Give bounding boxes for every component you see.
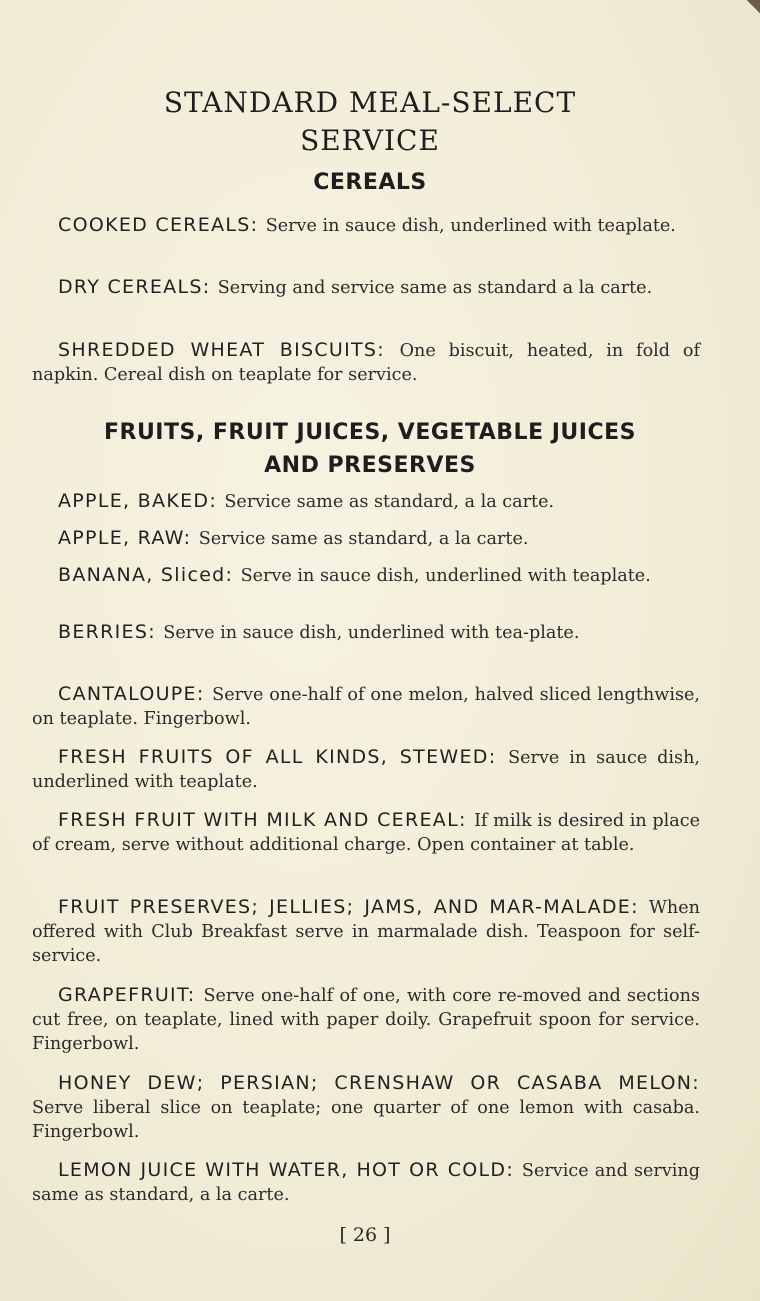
entry-text: Serve in sauce dish, underlined with teaplate. xyxy=(240,566,651,586)
entry-apple-baked: APPLE, BAKED: Service same as standard, a la carte. xyxy=(58,490,555,512)
section-heading-fruits-line-2: AND PRESERVES xyxy=(264,453,476,478)
entry-term: COOKED CEREALS xyxy=(58,214,251,236)
entry-term: FRUIT PRESERVES; JELLIES; JAMS, AND MAR-MALADE xyxy=(58,896,632,918)
entry-term: HONEY DEW; PERSIAN; CRENSHAW OR CASABA MELON xyxy=(58,1072,693,1094)
entry-dry-cereals: DRY CEREALS: Serving and service same as standard a la carte. xyxy=(58,276,653,298)
entry-fresh-fruits-stewed: FRESH FRUITS OF ALL KINDS, STEWED: Serve in sauce dish, underlined with teaplate. xyxy=(32,746,700,792)
entry-term: BERRIES xyxy=(58,621,149,643)
entry-apple-raw: APPLE, RAW: Service same as standard, a la carte. xyxy=(58,527,529,549)
entry-text: Service and serving same as standard, a la carte. xyxy=(32,1161,700,1205)
entry-shredded-wheat: SHREDDED WHEAT BISCUITS: One biscuit, heated, in fold of napkin. Cereal dish on teaplate for service. xyxy=(32,339,701,385)
entry-melons: HONEY DEW; PERSIAN; CRENSHAW OR CASABA MELON: Serve liberal slice on teaplate; one quarter of one lemon with casaba. Fingerbowl. xyxy=(32,1072,700,1142)
entry-term: APPLE, RAW xyxy=(58,527,184,549)
entry-term: BANANA, Sliced xyxy=(58,564,226,586)
entry-text: Serve in sauce dish, underlined with teaplate. xyxy=(265,216,676,236)
entry-text: When offered with Club Breakfast serve in marmalade dish. Teaspoon for self-service. xyxy=(32,898,700,966)
entry-banana: BANANA, Sliced: Serve in sauce dish, underlined with teaplate. xyxy=(58,564,651,586)
entry-term: FRESH FRUITS OF ALL KINDS, STEWED xyxy=(58,746,489,768)
section-heading-cereals: CEREALS xyxy=(313,170,427,195)
entry-text: Serve one-half of one melon, halved sliced lengthwise, on teaplate. Fingerbowl. xyxy=(32,685,701,729)
entry-text: Serve liberal slice on teaplate; one quarter of one lemon with casaba. Fingerbowl. xyxy=(32,1098,700,1142)
page-title-line-2: SERVICE xyxy=(300,124,440,157)
entry-berries: BERRIES: Serve in sauce dish, underlined with tea-plate. xyxy=(58,621,580,643)
entry-lemon-juice: LEMON JUICE WITH WATER, HOT OR COLD: Service and serving same as standard, a la carte. xyxy=(32,1159,700,1205)
entry-term: APPLE, BAKED xyxy=(58,490,210,512)
entry-term: SHREDDED WHEAT BISCUITS xyxy=(58,339,378,361)
page-title-line-1: STANDARD MEAL-SELECT xyxy=(163,86,577,119)
entry-cantaloupe: CANTALOUPE: Serve one-half of one melon, halved sliced lengthwise, on teaplate. Fingerbowl. xyxy=(32,683,701,729)
page-corner xyxy=(746,0,760,14)
entry-term: FRESH FRUIT WITH MILK AND CEREAL xyxy=(58,809,459,831)
entry-text: Serve one-half of one, with core re-moved and sections cut free, on teaplate, lined with paper doily. Grapefruit spoon for service. Fingerbowl. xyxy=(32,986,700,1054)
entry-term: DRY CEREALS xyxy=(58,276,203,298)
entry-text: Serve in sauce dish, underlined with teaplate. xyxy=(32,748,700,792)
entry-text: Service same as standard, a la carte. xyxy=(224,492,555,512)
entry-grapefruit: GRAPEFRUIT: Serve one-half of one, with core re-moved and sections cut free, on teaplate, lined with paper doily. Grapefruit spoon for service. Fingerbowl. xyxy=(32,984,700,1054)
entry-fruit-preserves: FRUIT PRESERVES; JELLIES; JAMS, AND MAR-MALADE: When offered with Club Breakfast serve in marmalade dish. Teaspoon for self-service. xyxy=(32,896,700,966)
entry-text: If milk is desired in place of cream, serve without additional charge. Open container at table. xyxy=(32,811,700,855)
entry-cooked-cereals: COOKED CEREALS: Serve in sauce dish, underlined with teaplate. xyxy=(58,214,676,236)
entry-text: Service same as standard, a la carte. xyxy=(198,529,529,549)
entry-text: Serve in sauce dish, underlined with tea-plate. xyxy=(163,623,580,643)
entry-text: Serving and service same as standard a la carte. xyxy=(217,278,653,298)
page-number: [ 26 ] xyxy=(339,1224,391,1246)
entry-fresh-fruit-milk-cereal: FRESH FRUIT WITH MILK AND CEREAL: If milk is desired in place of cream, serve without additional charge. Open container at table. xyxy=(32,809,700,855)
section-heading-fruits-line-1: FRUITS, FRUIT JUICES, VEGETABLE JUICES xyxy=(103,420,637,445)
entry-term: CANTALOUPE xyxy=(58,683,197,705)
entry-term: GRAPEFRUIT xyxy=(58,984,188,1006)
entry-term: LEMON JUICE WITH WATER, HOT OR COLD xyxy=(58,1159,507,1181)
entry-text: One biscuit, heated, in fold of napkin. Cereal dish on teaplate for service. xyxy=(32,341,701,385)
